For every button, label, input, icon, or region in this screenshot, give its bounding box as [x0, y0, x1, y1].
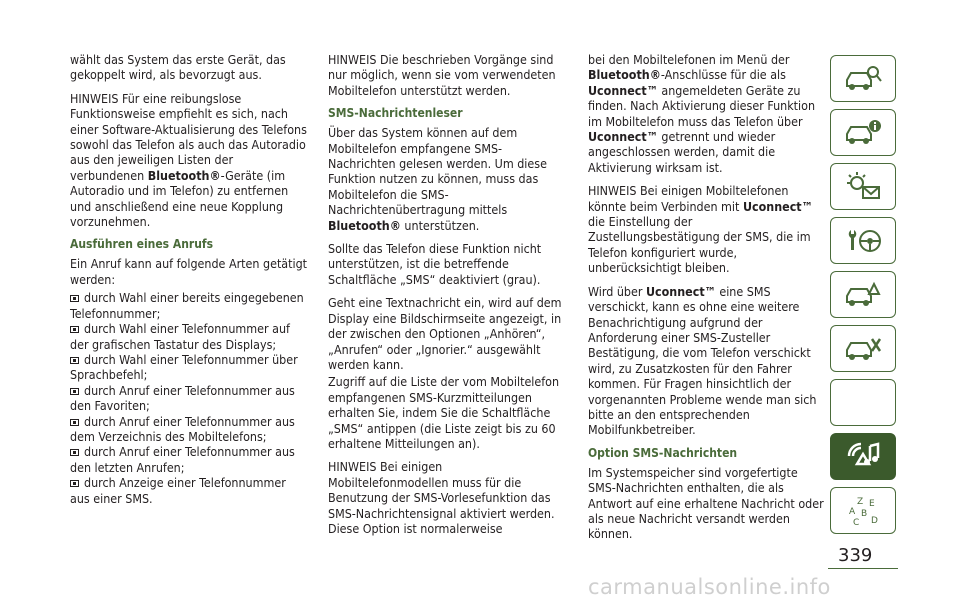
chapter-tabs: [830, 55, 896, 541]
list-item-text: durch Anruf einer Telefonnummer aus den Favoriten;: [70, 382, 295, 414]
bullet-icon: [70, 326, 79, 333]
text-column-2: [328, 52, 566, 544]
car-service-icon: [843, 332, 883, 366]
tab-warning-lights[interactable]: [830, 163, 896, 210]
text-run: HINWEIS Für eine reibungslose Funktionsweise empfiehlt es sich, nach einer Software-Aktualisierung des Telefons sowohl das Telefon als auch das Autoradio aus den jeweiligen Listen der verbundenen: [70, 90, 307, 183]
tab-getting-to-know[interactable]: [830, 55, 896, 102]
bold-run: Uconnect™: [588, 129, 658, 145]
bold-run: Uconnect™: [588, 82, 658, 98]
text-run: -Anschlüsse für die als: [660, 67, 786, 83]
index-letter: D: [871, 515, 878, 526]
list-item-text: durch Anruf einer Telefonnummer aus dem Verzeichnis des Mobiltelefons;: [70, 413, 295, 444]
bullet-icon: [70, 449, 79, 456]
index-letter: E: [869, 498, 875, 509]
bullet-icon: [70, 388, 79, 395]
tab-multimedia[interactable]: [830, 433, 896, 480]
tab-service[interactable]: [830, 325, 896, 372]
paragraph: HINWEIS Die beschrieben Vorgänge sind nur möglich, wenn sie vom verwendeten Mobiltelefon unterstützt werden.: [328, 52, 556, 98]
tab-index[interactable]: [830, 487, 896, 534]
text-run: -Geräte (im Autoradio und im Telefon) zu entfernen und anschließend eine neue Kopplung vorzunehmen.: [70, 167, 289, 230]
text-run: eine SMS verschickt, kann es ohne eine weitere Benachrichtigung aufgrund der Anforderung einer SMS-Zusteller Bestätigung, die vom Telefon verschickt wird, zu Zusatzkosten für den Fahrer kommen. Für Fragen hinsichtlich der vorgenannten Probleme wende man sich bitte an den entsprechenden Mobilfunkbetreiber.: [588, 283, 817, 438]
watermark: carmanualsonline.info: [588, 575, 831, 599]
section-heading: SMS-Nachrichtenleser: [328, 106, 463, 121]
paragraph: wählt das System das erste Gerät, das gekoppelt wird, als bevorzugt aus.: [70, 52, 286, 83]
bold-run: Uconnect™: [645, 283, 716, 299]
paragraph: [588, 52, 826, 175]
text-column-3: [588, 52, 826, 550]
bullet-icon: [70, 357, 79, 364]
bold-run: Bluetooth®: [328, 217, 401, 233]
text-run: die Einstellung der Zustellungsbestätigung der SMS, die im Telefon konfiguriert wurde, unberücksichtigt bleiben.: [588, 214, 811, 276]
section-heading: Ausführen eines Anrufs: [70, 237, 214, 252]
divider: [828, 568, 898, 569]
list-item: [70, 383, 308, 414]
text-column-1: [70, 52, 308, 514]
index-icon: [843, 494, 883, 528]
paragraph: HINWEIS Bei einigen Mobiltelefonmodellen muss für die Benutzung der SMS-Vorlesefunktion das SMS-Nachrichtensignal aktiviert werden. Diese Option ist normalerweise: [328, 459, 555, 536]
paragraph: [588, 183, 826, 275]
tab-technical-data[interactable]: [830, 379, 896, 426]
list-item-text: durch Wahl einer bereits eingegebenen Telefonnummer;: [70, 290, 304, 321]
text-run: angemeldeten Geräte zu finden. Nach Aktivierung dieser Funktion im Mobiltelefon muss das Telefon über: [588, 82, 816, 129]
section-heading: Option SMS-Nachrichten: [588, 445, 738, 460]
paragraph: [70, 91, 308, 230]
text-run: bei den Mobiltelefonen im Menü der: [588, 52, 790, 67]
text-run: Über das System können auf dem Mobiltelefon empfangene SMS-Nachrichten gelesen werden. Um diese Funktion nutzen zu können, muss das Mobiltelefon die SMS-Nachrichtenübertragung mittels: [328, 125, 547, 218]
list-item: [70, 290, 308, 321]
paragraph: Ein Anruf kann auf folgende Arten getätigt werden:: [70, 256, 308, 287]
text-run: HINWEIS Bei einigen Mobiltelefonen könnte beim Verbinden mit: [588, 183, 789, 214]
bullet-icon: [70, 480, 79, 487]
index-letter: A: [849, 506, 856, 517]
paragraph: Im Systemspeicher sind vorgefertigte SMS-Nachrichten enthalten, die als Antwort auf eine erhaltene Nachricht oder als neue Nachricht versandt werden können.: [588, 464, 824, 542]
car-info-icon: [843, 116, 883, 150]
bullet-icon: [70, 295, 79, 302]
list-item: [70, 414, 308, 445]
call-options-list: [70, 290, 308, 506]
list-item-text: durch Wahl einer Telefonnummer über Sprachbefehl;: [70, 351, 298, 383]
warning-light-icon: [843, 170, 883, 204]
bold-run: Bluetooth®: [147, 167, 221, 183]
tab-emergency[interactable]: [830, 271, 896, 318]
list-item: [70, 475, 308, 506]
list-item: [70, 321, 308, 352]
list-item-text: durch Anruf einer Telefonnummer aus den letzten Anrufen;: [70, 444, 295, 475]
bold-run: Bluetooth®: [588, 67, 661, 83]
steering-wheel-icon: [843, 224, 883, 258]
bullet-icon: [70, 419, 79, 426]
list-item-text: durch Anzeige einer Telefonnummer aus einer SMS.: [70, 475, 286, 506]
paragraph: [588, 284, 826, 438]
tab-vehicle-info[interactable]: [830, 109, 896, 156]
text-run: getrennt und wieder angeschlossen werden, damit die Aktivierung wirksam ist.: [588, 129, 776, 175]
text-run: unterstützen.: [400, 217, 480, 233]
list-item: [70, 444, 308, 475]
list-item: [70, 352, 308, 383]
bold-run: Uconnect™: [742, 198, 813, 214]
paragraph: Sollte das Telefon diese Funktion nicht unterstützen, ist die betreffende Schaltfläche „SMS“ deaktiviert (grau).: [328, 241, 542, 287]
multimedia-icon: [843, 440, 883, 474]
paragraph: Zugriff auf die Liste der vom Mobiltelefon empfangenen SMS-Kurzmitteilungen erhalten Sie, indem Sie die Schaltfläche „SMS“ antippen (die Liste zeigt bis zu 60 erhaltene Mitteilungen an).: [328, 374, 560, 451]
paragraph: [328, 125, 566, 233]
index-letter: Z: [857, 496, 864, 507]
index-letter: B: [861, 508, 868, 519]
car-breakdown-icon: [843, 278, 883, 312]
tab-driving[interactable]: [830, 217, 896, 264]
text-run: Wird über: [588, 283, 646, 299]
index-letter: C: [853, 517, 860, 528]
page-number: 339: [838, 545, 873, 566]
car-search-icon: [843, 62, 883, 96]
list-item-text: durch Wahl einer Telefonnummer auf der grafischen Tastatur des Displays;: [70, 321, 290, 352]
paragraph: Geht eine Textnachricht ein, wird auf dem Display eine Bildschirmseite angezeigt, in der zwischen den Optionen „Anhören“, „Anrufen“ oder „Ignorier.“ ausgewählt werden kann.: [328, 295, 562, 372]
